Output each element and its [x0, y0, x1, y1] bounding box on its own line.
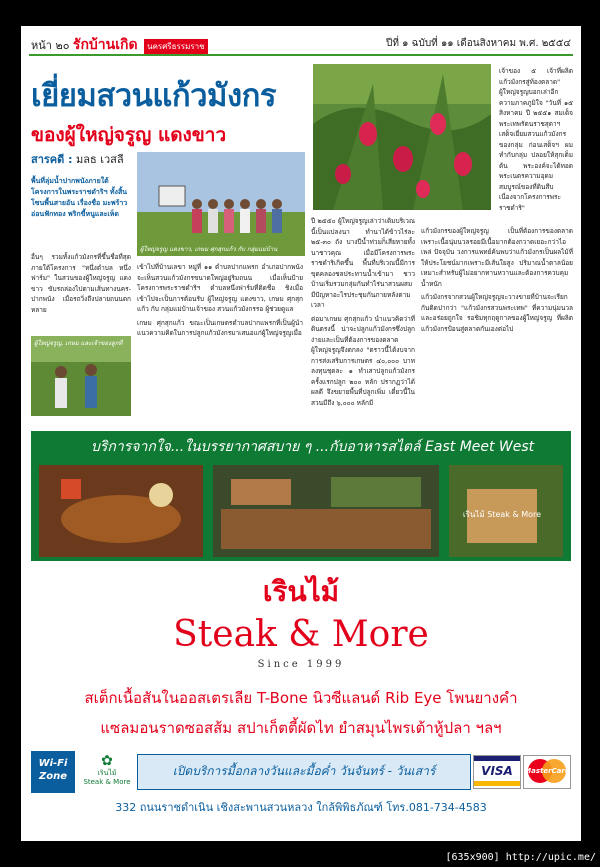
article-intro: พื้นที่ลุ่มน้ำปากพนังภายใต้โครงการในพระราชดำริฯ ทั้งสิ้นโซนพื้นสายอัน เรื่องชื่อ มะพร้าวอ่อนฟักทอง พริกขี้หนูและเห็ด — [31, 177, 128, 218]
small-brand-english: Steak & More — [83, 778, 131, 786]
col-4-para-1: เจ้าของ ๕ เจ้าที่ผลิตแก้วมังกรสู่ท้องตลาด" ผู้ใหญ่จรูญบอกเล่าอีกความภาคภูมิใจ "วันที่ ๑๕ สิงหาคม ปี ๒๕๕๑ สมเด็จพระเทพรัตนราชสุดาฯ เสด็จเยี่ยมสวนแก้วมังกรของกลุ่ม ก่อนเสด็จฯ ผมทำกับกลุ่ม ปลอยให้สุกเต็มต้น พระองค์จะได้ทอดพระเนตรความอุดมสมบูรณ์ของที่ดินสืบเนื่องจากโครงการพระราชดำริ" — [499, 67, 573, 212]
masthead-brand: รักบ้านเกิด — [72, 37, 138, 53]
zone-label: Zone — [38, 771, 68, 782]
image-host-footer: [635x900] http://upic.me/ — [445, 852, 596, 863]
ad-menu-line-2: แซลมอนราดซอสส้ม สปาเก็ตตี้ผัดไท ยำสมุนไพรเต้าหู้ปลา ฯลฯ — [100, 719, 502, 737]
article-col-4 — [499, 66, 573, 213]
header-left — [31, 34, 208, 56]
col-3-para-1: ปี ๒๕๕๐ ผู้ใหญ่จรูญเล่าว่าเดิมบริเวณนี้เป็นแปลงนา ทำนาได้ข้าวไร่ละ ๒๕-๓๐ ถัง บางปีน้ำท่วมก็เสียหายทั้งนาชาวคุณ เมื่อมีโครงการพระราชดำริเกิดขึ้น พื้นที่บริเวณนี้มีการขุดคลองชลประทานน้ำเข้ามา ชาวบ้านเริ่มรวมกลุ่มกันทำไร่นาสวนผสม มีปัญหาอะไรประชุมกันภายหลังตามเวลา — [311, 217, 415, 309]
ad-menu-line-1: สเต็กเนื้อสันในออสเตรเลีย T-Bone นิวซีแลนด์ Rib Eye โพนยางคำ — [84, 689, 518, 707]
article-col-1 — [31, 252, 131, 315]
opening-hours: เปิดบริการมื้อกลางวันและมื้อค่ำ วันจันทร์ - วันเสาร์ — [172, 764, 436, 778]
col-4-para-2: แก้วมังกรของผู้ใหญ่จรูญ เป็นที่ต้องการของตลาด เพราะเนื้อนุ่มนวลรอยมีเนื้อมากต้องกวาดเยอะกว่าไอเพล่ ปัจจุบัน วงการแพทย์ค้นพบว่าแก้วมังกรเป็นผลไม้ที่ให้ประโยชน์มากเพราะมีเส้นใยสูง ปริมาณน้ำตาลน้อยเหมาะสำหรับผู้ไม่อยากทานหวานและต้องการควบคุมน้ำหนัก — [421, 227, 573, 288]
col-4-para-3: แก้วมังกรจากสวนผู้ใหญ่จรูญจะวางขายที่บ้านจะเรียกกันติดปากว่า "แก้วมังกรสวนพระเทพ" ที่ความนุ่มนวลและอร่อยถูกใจ รอชิมทุกฤดูกาลของผู้ใหญ่จรูญ ที่ผลิตแก้วมังกรป้อนสู่ตลาดกันเองต่อไป — [421, 293, 573, 333]
wifi-label: Wi-Fi — [38, 758, 68, 769]
small-brand-icon: ✿ — [101, 753, 113, 769]
header-divider — [29, 54, 573, 56]
page-number: หน้า ๒๐ — [31, 39, 70, 52]
col-1-text: อื่นๆ รวมทั้งแก้วมังกรที่ขึ้นชื่อที่สุดภายใต้โครงการ "หนึ่งตำบล หนึ่งฟาร์ม" ในสวนของผู้ใหญ่จรูญ แดงขาว ขับรถล่องไปตามเส้นทางนคร-ปากพนัง เมื่อรถวิ่งถึงปลายถนนตกหลาย — [31, 253, 131, 314]
dragon-fruit-photo — [313, 64, 491, 210]
col-2-para-2: เกษม ศุกสุกแก้ว ขณะเป็นเกษตรตำบลปากแพรกที่เป็นผู้นำแนวความคิดในการปลูกแก้วมังกรมาเสนอแก่ผู้ใหญ่จรูญเมื่อ — [137, 318, 303, 337]
byline-label: สารคดี : — [31, 153, 73, 166]
article-title: เยี่ยมสวนแก้วมังกร — [31, 78, 277, 114]
group-photo-caption: ผู้ใหญ่จรูญ แดงขาว, เกษม ศุกสุกแก้ว กับ กลุ่มแม่บ้าน — [140, 246, 278, 253]
ad-photos-image — [31, 459, 571, 561]
dragon-fruit-image — [313, 64, 491, 210]
group-photo — [137, 152, 305, 256]
mastercard-logo — [523, 755, 571, 789]
ad-since: Since 1999 — [257, 659, 345, 670]
col-3-para-2: ต่อมาเกษม ศุกสุกแก้ว นำแนวคิดว่าที่ดินตรงนี้ น่าจะปลูกแก้วมังกรซึ่งปลูกง่ายและเป็นที่ต้องการของตลาด ผู้ใหญ่จรูญจึงตกลง "ตราวนี้ได้งบจากการส่งเสริมการเกษตร ๔๐,๐๐๐ บาท ลงทุนชุดละ ๑ ทำเสาปลูกแก้วมังกร ครั้งแรกปลูก ๒๐๐ หลัก ปรากฏว่าได้ผลดี จึงขยายพื้นที่ปลูกเพิ่ม เดี๋ยวนี้ในสวนมีถึง ๖,๐๐๐ หลักมี — [311, 314, 415, 407]
group-image — [137, 152, 305, 256]
article-col-4-lower — [421, 226, 573, 334]
ad-brand-thai: เรินไม้ — [262, 575, 340, 608]
article-subtitle: ของผู้ใหญ่จรูญ แดงขาว — [31, 124, 227, 146]
ad-address: 332 ถนนราชดำเนิน เชิงสะพานสวนหลวง ใกล้พิพิธภัณฑ์ โทร.081-734-4583 — [115, 801, 487, 814]
page-header — [21, 26, 581, 62]
visa-bottom-stripe — [474, 781, 520, 786]
small-brand-logo — [79, 753, 135, 787]
masthead-badge: นครศรีธรรมราช — [144, 39, 207, 54]
article-col-3 — [311, 216, 415, 408]
owners-photo — [31, 336, 131, 416]
ad-sign-text: เรินไม้ Steak & More — [462, 510, 542, 519]
ad-photo-strip — [31, 459, 571, 561]
owners-photo-caption: ผู้ใหญ่จรูญ, เกษม และเจ้าของลูกที่ — [34, 340, 123, 347]
visa-logo — [473, 755, 521, 789]
ad-brand-english: Steak & More — [173, 614, 429, 655]
article-col-2 — [137, 262, 303, 339]
col-2-para-1: เข้าไปที่บ้านเลขา หมู่ที่ ๑๑ ตำบลปากแพรก อำเภอปากพนัง จะเห็นสวนแก้วมังกรขนาดใหญ่อยู่ริมถนน เมื่อเห็นป้ายโครงการพระราชดำริฯ ตำบลหนึ่งฟาร์มที่ติดชื่อ ชิงเมื่อเข้าไปจะเป็นการต้อนรับ ผู้ใหญ่จรูญ แดงขาว, เกษม ศุกสุกแก้ว กับ กลุ่มแม่บ้านเจ้าของ สวนแก้วมังกรรอ ผู้ช่วยดูแล — [137, 263, 303, 313]
wifi-zone-badge — [31, 751, 75, 793]
small-brand-thai: เรินไม้ — [97, 769, 117, 777]
byline-author: มลธ เวสลี — [76, 153, 124, 166]
issue-info: ปีที่ ๑ ฉบับที่ ๑๑ เดือนสิงหาคม พ.ศ. ๒๕๕๔ — [386, 38, 571, 49]
ad-slogan: บริการจากใจ...ในบรรยากาศสบาย ๆ ...กับอาหารสไตล์ East Meet West — [91, 439, 535, 455]
newspaper-page — [21, 26, 581, 841]
mastercard-text: MasterCard — [524, 767, 570, 775]
byline — [31, 150, 124, 168]
visa-text: VISA — [481, 764, 513, 778]
owners-image — [31, 336, 131, 416]
